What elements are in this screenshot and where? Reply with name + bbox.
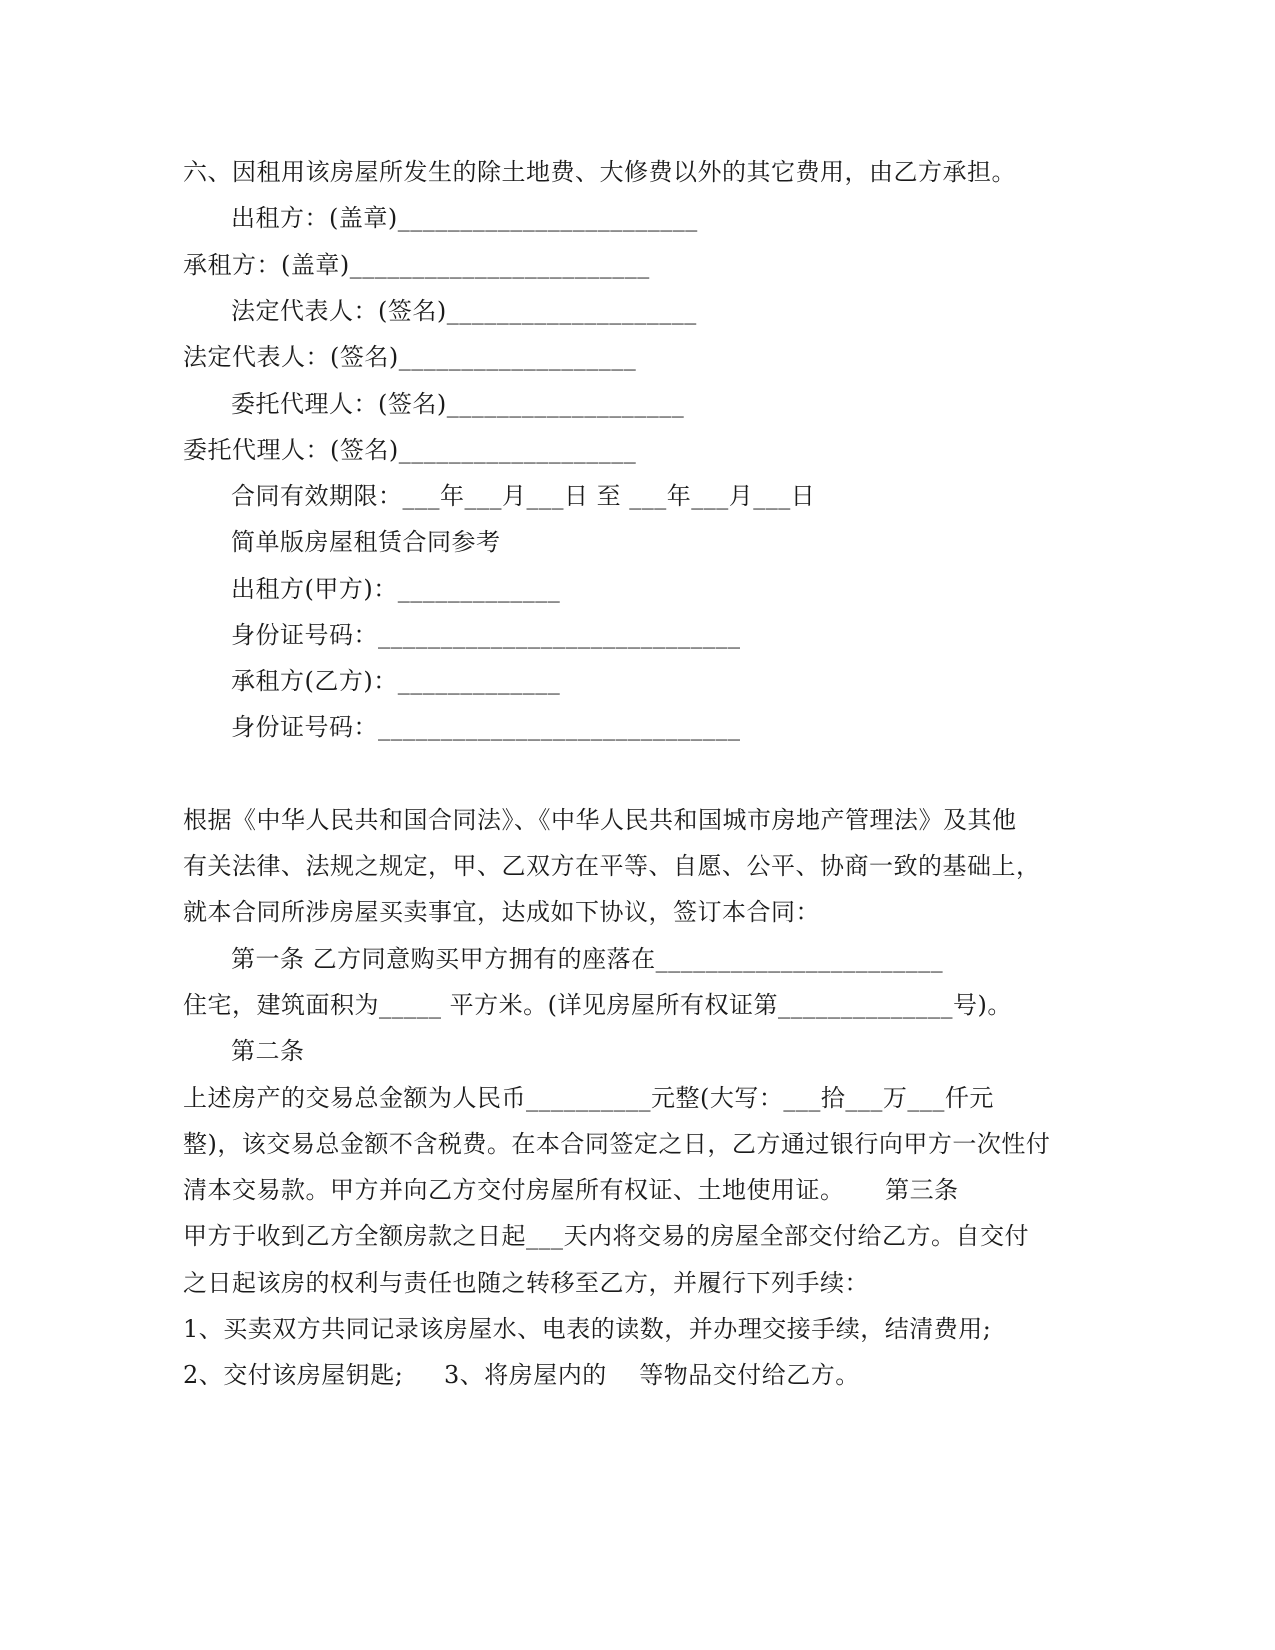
preamble-line-3: 就本合同所涉房屋买卖事宜，达成如下协议，签订本合同： [183,898,820,926]
article-three-line-1: 甲方于收到乙方全额房款之日起___天内将交易的房屋全部交付给乙方。自交付 [183,1222,1029,1250]
article-two-line-2: 整)，该交易总金额不含税费。在本合同签定之日，乙方通过银行向甲方一次性付 [183,1130,1051,1158]
article-three-line-2: 之日起该房的权利与责任也随之转移至乙方，并履行下列手续： [183,1269,869,1297]
agent-signature-line-2: 委托代理人：(签名)___________________ [183,436,637,464]
article-one-line-2: 住宅，建筑面积为_____ 平方米。(详见房屋所有权证第______________号)。 [183,991,1012,1019]
lessor-id-line: 身份证号码：_____________________________ [231,621,741,649]
article-two-line-3: 清本交易款。甲方并向乙方交付房屋所有权证、土地使用证。 第三条 [183,1176,959,1204]
legal-rep-signature-line-1: 法定代表人：(签名)____________________ [231,297,697,325]
lessor-seal-line: 出租方：(盖章)________________________ [231,204,698,232]
legal-rep-signature-line-2: 法定代表人：(签名)___________________ [183,343,637,371]
lessee-seal-line: 承租方：(盖章)________________________ [183,251,650,279]
article-two-line-1: 上述房产的交易总金额为人民币__________元整(大写：___拾___万___仟元 [183,1084,994,1112]
procedure-item-1: 1、买卖双方共同记录该房屋水、电表的读数，并办理交接手续，结清费用; [183,1315,992,1343]
preamble-line-1: 根据《中华人民共和国合同法》、《中华人民共和国城市房地产管理法》及其他 [183,806,1017,834]
lessee-id-line: 身份证号码：_____________________________ [231,713,741,741]
lessor-party-a-line: 出租方(甲方)：_____________ [231,575,561,603]
agent-signature-line-1: 委托代理人：(签名)___________________ [231,390,685,418]
preamble-line-2: 有关法律、法规之规定，甲、乙双方在平等、自愿、公平、协商一致的基础上， [183,852,1041,880]
clause-six: 六、因租用该房屋所发生的除土地费、大修费以外的其它费用，由乙方承担。 [183,158,1016,186]
section-heading: 简单版房屋租赁合同参考 [231,528,501,556]
lessee-party-b-line: 承租方(乙方)：_____________ [231,667,561,695]
article-two-heading: 第二条 [231,1037,305,1065]
contract-validity-line: 合同有效期限：___年___月___日 至 ___年___月___日 [231,482,816,510]
procedure-items-2-3: 2、交付该房屋钥匙; 3、将房屋内的 等物品交付给乙方。 [183,1361,860,1389]
article-one-line-1: 第一条 乙方同意购买甲方拥有的座落在_______________________ [231,945,944,973]
